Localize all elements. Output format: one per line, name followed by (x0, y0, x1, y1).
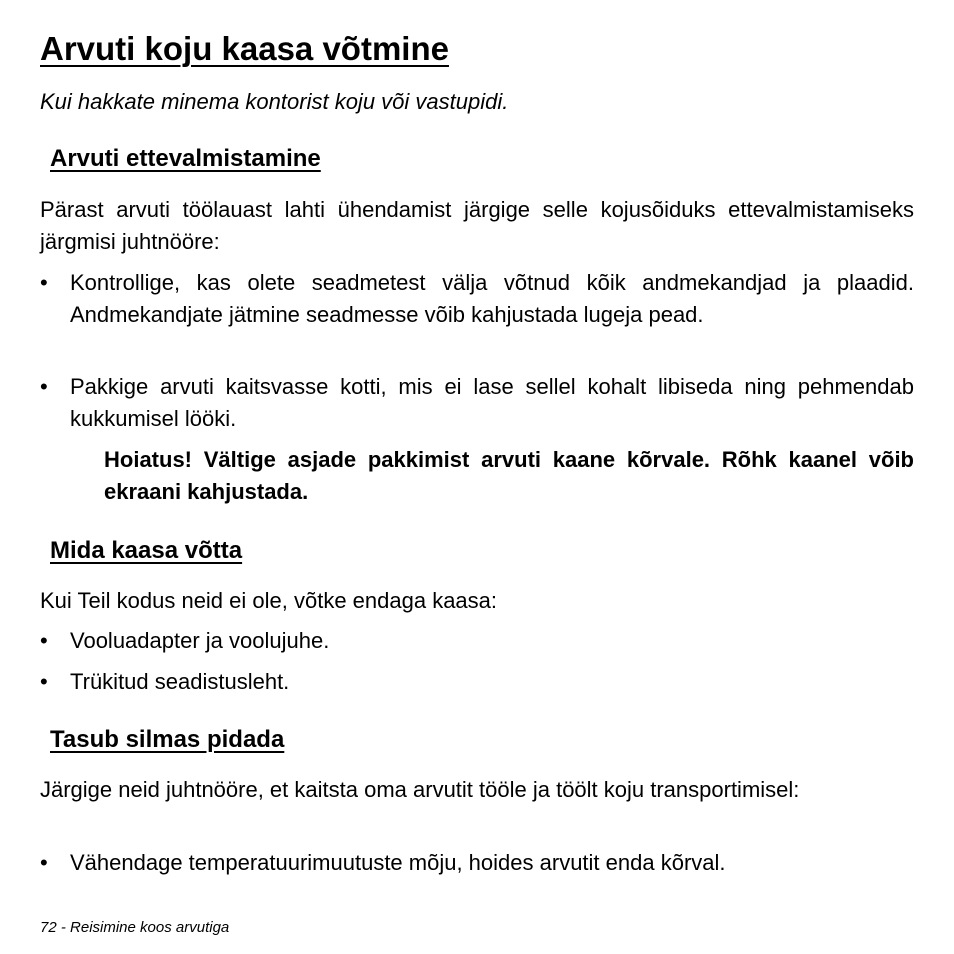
list-item-text: Kontrollige, kas olete seadmetest välja võtnud kõik andmekandjad ja plaadid. Andmekandjate jätmine seadmesse võib kahjustada lugeja pead. (70, 270, 914, 327)
list-item-text: Vähendage temperatuurimuutuste mõju, hoides arvutit enda kõrval. (70, 850, 726, 875)
list-item (40, 666, 914, 698)
section-heading-keep-in-mind: Tasub silmas pidada (50, 726, 285, 753)
list-item (40, 625, 914, 657)
list-item (40, 267, 914, 331)
list-item (40, 371, 914, 435)
bullet-icon: • (40, 270, 48, 295)
page-title: Arvuti koju kaasa võtmine (40, 30, 449, 67)
section-heading-preparation: Arvuti ettevalmistamine (50, 145, 321, 172)
list-item-text: Pakkige arvuti kaitsvasse kotti, mis ei lase sellel kohalt libiseda ning pehmendab kukkumisel lööki. (70, 374, 914, 431)
bullet-icon: • (40, 850, 48, 875)
section-intro-preparation: Pärast arvuti töölauast lahti ühendamist järgige selle kojusõiduks ettevalmistamiseks järgmisi juhtnööre: (40, 197, 914, 254)
bullet-icon: • (40, 374, 48, 399)
bullet-icon: • (40, 669, 48, 694)
section-intro-what-to-take: Kui Teil kodus neid ei ole, võtke endaga kaasa: (40, 588, 498, 613)
warning-note: Hoiatus! Vältige asjade pakkimist arvuti kaane kõrvale. Rõhk kaanel võib ekraani kahjustada. (104, 447, 914, 504)
bullet-icon: • (40, 628, 48, 653)
list-item (40, 847, 914, 879)
page-footer: 72 - Reisimine koos arvutiga (40, 919, 230, 936)
list-item-text: Vooluadapter ja voolujuhe. (70, 628, 330, 653)
section-intro-keep-in-mind: Järgige neid juhtnööre, et kaitsta oma arvutit tööle ja töölt koju transportimisel: (40, 777, 800, 802)
list-item-text: Trükitud seadistusleht. (70, 669, 290, 694)
page-subtitle: Kui hakkate minema kontorist koju või vastupidi. (40, 89, 509, 114)
section-heading-what-to-take: Mida kaasa võtta (50, 537, 243, 564)
